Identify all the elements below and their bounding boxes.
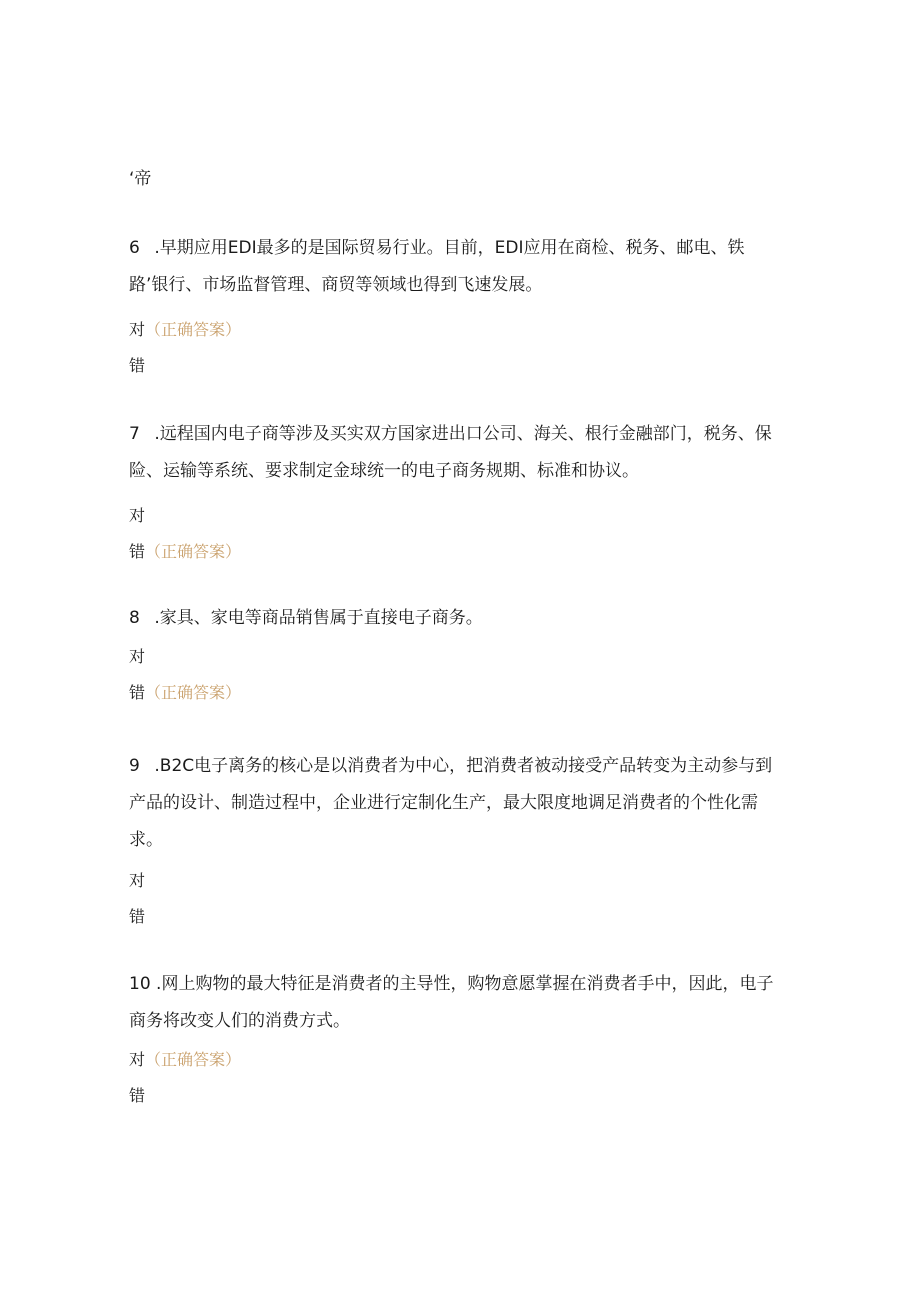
text-fragment: ‘帝	[129, 169, 152, 189]
option-false[interactable]	[129, 675, 779, 711]
option-label: 错	[129, 1086, 146, 1105]
option-label: 错	[129, 542, 146, 561]
question-text	[129, 966, 779, 1040]
question-body: .B2C电子离务的核心是以消费者为中心，把消费者被动接受产品转变为主动参与到产品的设计、制造过程中，企业进行定制化生产，最大限度地调足消费者的个性化需求。	[129, 756, 773, 850]
question-8	[129, 600, 779, 711]
question-body: .网上购物的最大特征是消费者的主导性，购物意愿掌握在消费者手中，因此，电子商务将改变人们的消费方式。	[129, 974, 774, 1031]
option-label: 对	[129, 871, 146, 890]
question-7	[129, 416, 779, 570]
correct-answer-mark: （正确答案）	[145, 1050, 242, 1069]
option-false[interactable]	[129, 534, 779, 570]
question-number: 9	[129, 756, 140, 776]
option-true[interactable]	[129, 498, 779, 534]
option-label: 对	[129, 320, 146, 339]
option-true[interactable]	[129, 312, 779, 348]
option-label: 对	[129, 506, 146, 525]
option-true[interactable]	[129, 1042, 779, 1078]
option-label: 对	[129, 647, 146, 666]
question-body: .家具、家电等商品销售属于直接电子商务。	[154, 608, 483, 628]
question-text	[129, 416, 779, 490]
question-9	[129, 748, 779, 935]
option-label: 对	[129, 1050, 146, 1069]
option-label: 错	[129, 907, 146, 926]
question-6	[129, 230, 779, 384]
option-true[interactable]	[129, 639, 779, 675]
question-number: 6	[129, 238, 140, 258]
option-label: 错	[129, 683, 146, 702]
question-10	[129, 966, 779, 1114]
correct-answer-mark: （正确答案）	[145, 320, 242, 339]
question-text	[129, 600, 779, 637]
question-number: 7	[129, 424, 140, 444]
question-text	[129, 230, 779, 304]
correct-answer-mark: （正确答案）	[145, 683, 242, 702]
option-true[interactable]	[129, 863, 779, 899]
question-body: .远程国内电子商等涉及买实双方国家进出口公司、海关、根行金融部门，税务、保险、运输等系统、要求制定金球统一的电子商务规期、标准和协议。	[129, 424, 772, 481]
option-false[interactable]	[129, 1078, 779, 1114]
question-body: .早期应用EDI最多的是国际贸易行业。目前，EDI应用在商检、税务、邮电、铁路’银行、市场监督管理、商贸等领域也得到飞速发展。	[129, 238, 745, 295]
question-number: 8	[129, 608, 140, 628]
option-false[interactable]	[129, 899, 779, 935]
correct-answer-mark: （正确答案）	[145, 542, 242, 561]
question-number: 10	[129, 974, 151, 994]
option-label: 错	[129, 356, 146, 375]
question-text	[129, 748, 779, 859]
option-false[interactable]	[129, 348, 779, 384]
